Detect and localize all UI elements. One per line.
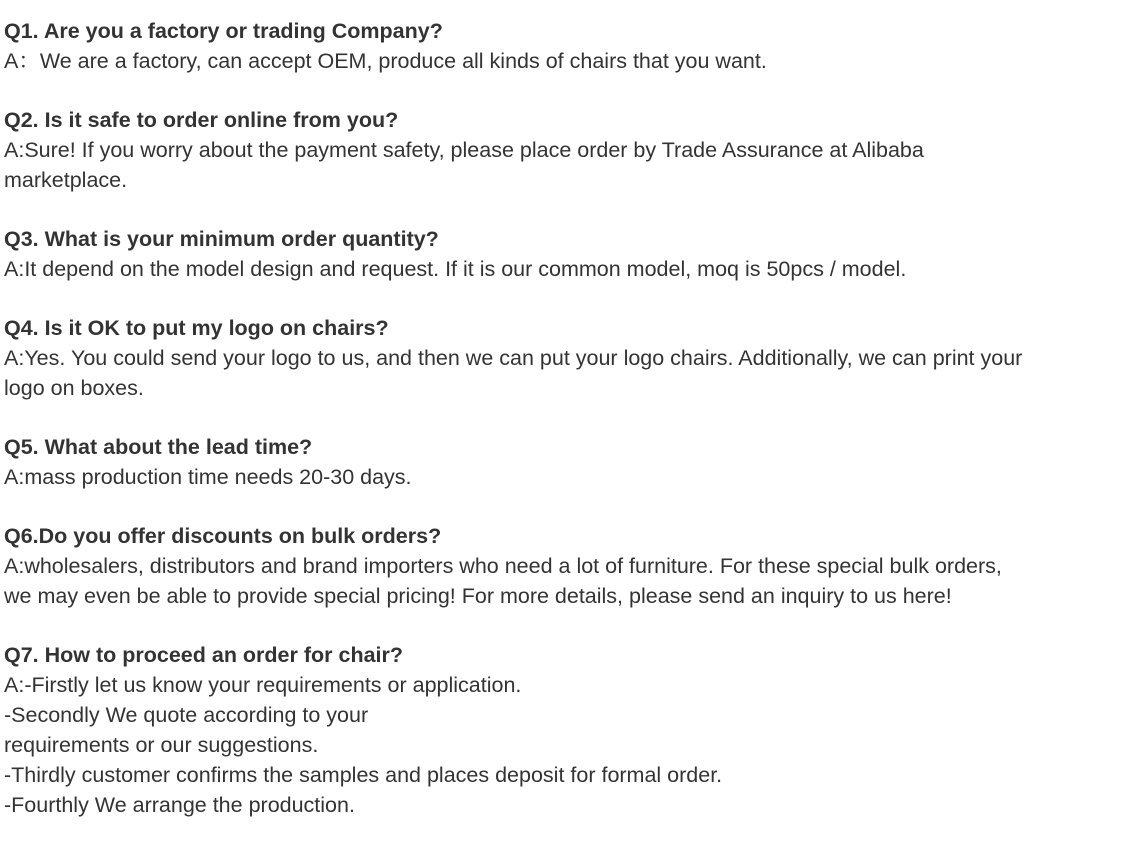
faq-item-q3 (4, 224, 1119, 284)
answer-text: A:-Firstly let us know your requirements or application. (4, 673, 522, 697)
question-heading: Q5. What about the lead time? (4, 435, 313, 459)
question-heading: Q3. What is your minimum order quantity? (4, 227, 439, 251)
answer-text: A:mass production time needs 20-30 days. (4, 465, 412, 489)
question-heading: Q4. Is it OK to put my logo on chairs? (4, 316, 389, 340)
faq-item-q4 (4, 313, 1119, 403)
faq-item-q2 (4, 105, 1119, 195)
faq-item-q5 (4, 432, 1119, 492)
question-heading: Q6.Do you offer discounts on bulk orders? (4, 524, 442, 548)
faq-item-q7 (4, 640, 1119, 820)
answer-text: logo on boxes. (4, 376, 144, 400)
answer-text: we may even be able to provide special pricing! For more details, please send an inquiry to us here! (4, 584, 952, 608)
answer-text: -Secondly We quote according to your (4, 703, 369, 727)
question-heading: Q7. How to proceed an order for chair? (4, 643, 404, 667)
answer-text: A：We are a factory, can accept OEM, produce all kinds of chairs that you want. (4, 49, 767, 73)
answer-text: marketplace. (4, 168, 128, 192)
question-heading: Q2. Is it safe to order online from you? (4, 108, 399, 132)
answer-text: A:wholesalers, distributors and brand importers who need a lot of furniture. For these special bulk orders, (4, 554, 1002, 578)
answer-text: A:Sure! If you worry about the payment safety, please place order by Trade Assurance at Alibaba (4, 138, 924, 162)
answer-text: A:Yes. You could send your logo to us, and then we can put your logo chairs. Additionally, we can print your (4, 346, 1023, 370)
answer-text: -Thirdly customer confirms the samples and places deposit for formal order. (4, 763, 723, 787)
answer-text: A:It depend on the model design and request. If it is our common model, moq is 50pcs / model. (4, 257, 907, 281)
question-heading: Q1. Are you a factory or trading Company? (4, 19, 443, 43)
answer-text: -Fourthly We arrange the production. (4, 793, 355, 817)
answer-text: requirements or our suggestions. (4, 733, 319, 757)
faq-item-q6 (4, 521, 1119, 611)
faq-item-q1 (4, 16, 1119, 76)
